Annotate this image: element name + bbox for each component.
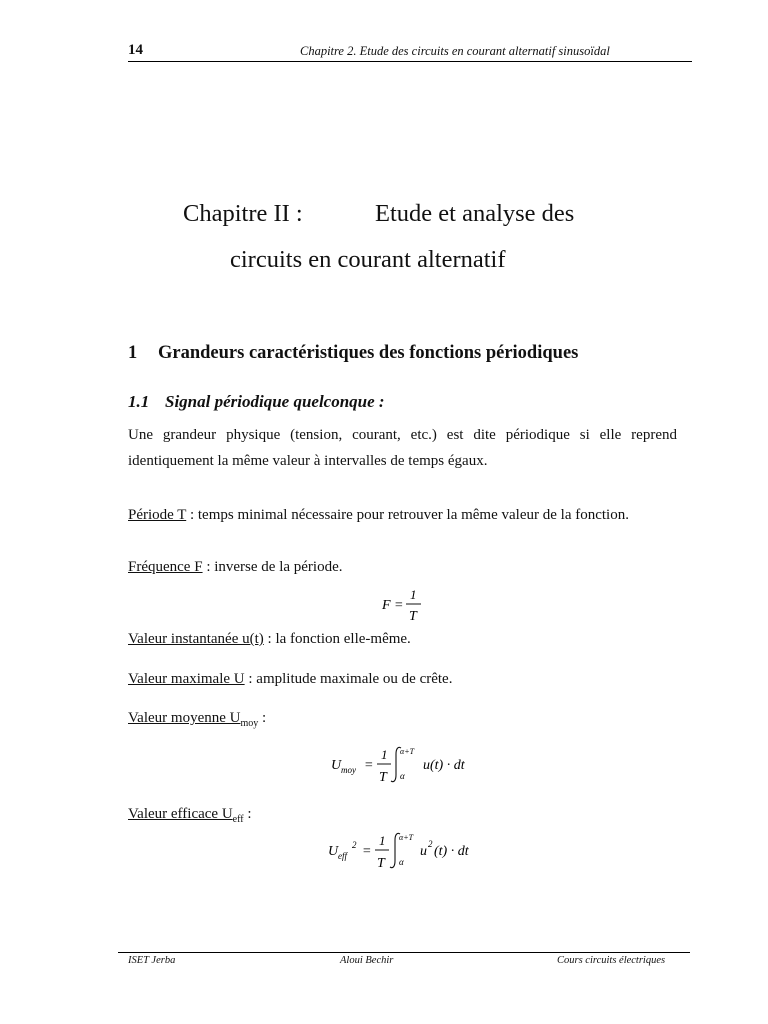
text-maximale: : amplitude maximale ou de crête. <box>244 671 453 687</box>
formula-mean-num: 1 <box>381 747 388 762</box>
term-frequence: Fréquence F <box>128 559 203 575</box>
subsection-heading <box>128 392 385 412</box>
term-efficace <box>128 806 244 825</box>
section-number: 1 <box>128 343 138 363</box>
chapter-title-line2: circuits en courant alternatif <box>230 246 506 273</box>
formula-mean-value <box>328 742 478 786</box>
section-title: Grandeurs caractéristiques des fonctions périodiques <box>158 343 579 363</box>
formula-mean-eq: = <box>364 758 374 773</box>
definition-frequence <box>128 554 343 580</box>
definition-efficace <box>128 801 252 829</box>
text-moyenne: : <box>258 710 267 726</box>
definition-moyenne <box>128 705 266 733</box>
formula-rms-lower: α <box>399 857 404 867</box>
term-moyenne-main: Valeur moyenne U <box>128 710 241 726</box>
chapter-title-line1: Etude et analyse des <box>375 200 575 227</box>
formula-mean-lhs-sub: moy <box>341 765 356 775</box>
subsection-title: Signal périodique quelconque : <box>165 392 385 411</box>
term-moyenne <box>128 710 259 729</box>
page-number: 14 <box>128 42 143 58</box>
definition-periode <box>128 502 677 528</box>
formula-mean-upper: α+T <box>400 747 415 756</box>
text-periode: : temps minimal nécessaire pour retrouver la même valeur de la fonction. <box>186 507 629 523</box>
formula-frequency-lhs: F <box>382 598 391 613</box>
term-instantanee: Valeur instantanée u(t) <box>128 631 264 647</box>
formula-rms-lhs-sup: 2 <box>352 840 357 850</box>
formula-rms-lhs-sub: eff <box>338 851 347 861</box>
formula-rms-eq: = <box>362 844 372 859</box>
formula-rms-num: 1 <box>379 833 386 848</box>
formula-mean-den: T <box>379 770 387 785</box>
formula-rms-den: T <box>377 856 385 871</box>
running-title: Chapitre 2. Etude des circuits en courant alternatif sinusoïdal <box>300 44 610 58</box>
definition-instantanee <box>128 626 411 652</box>
text-instantanee: : la fonction elle-même. <box>263 631 411 647</box>
formula-rms-lhs: U <box>328 844 339 859</box>
formula-rms-value <box>326 828 482 872</box>
formula-rms-upper: α+T <box>399 833 414 842</box>
footer-rule <box>118 952 690 953</box>
term-efficace-sub: eff <box>232 814 244 825</box>
subsection-number: 1.1 <box>128 392 150 411</box>
chapter-label: Chapitre II : <box>183 200 303 227</box>
formula-mean-lhs: U <box>331 758 342 773</box>
footer-author: Aloui Bechir <box>340 955 394 966</box>
formula-frequency-eq: = <box>394 598 404 613</box>
footer-course: Cours circuits électriques <box>557 955 666 966</box>
text-frequence: : inverse de la période. <box>202 559 343 575</box>
term-efficace-main: Valeur efficace U <box>128 806 233 822</box>
formula-frequency-den: T <box>409 609 417 624</box>
formula-frequency <box>380 586 430 624</box>
formula-rms-integrand: u <box>420 844 427 859</box>
term-periode: Période T <box>128 507 187 523</box>
footer-institution: ISET Jerba <box>128 955 176 966</box>
intro-paragraph: Une grandeur physique (tension, courant, etc.) est dite périodique si elle reprend identiquement la même valeur à intervalles de temps égaux. <box>128 427 677 469</box>
section-heading <box>128 343 578 364</box>
formula-mean-lower: α <box>400 771 405 781</box>
formula-rms-integrand-sup: 2 <box>428 839 433 849</box>
formula-rms-integrand-rest: (t) · dt <box>434 844 469 859</box>
formula-mean-integrand: u(t) · dt <box>423 758 465 773</box>
term-maximale: Valeur maximale U <box>128 671 245 687</box>
definition-maximale <box>128 666 452 692</box>
header-rule <box>128 61 692 62</box>
text-efficace: : <box>243 806 252 822</box>
term-moyenne-sub: moy <box>240 718 259 729</box>
formula-frequency-num: 1 <box>410 587 417 602</box>
